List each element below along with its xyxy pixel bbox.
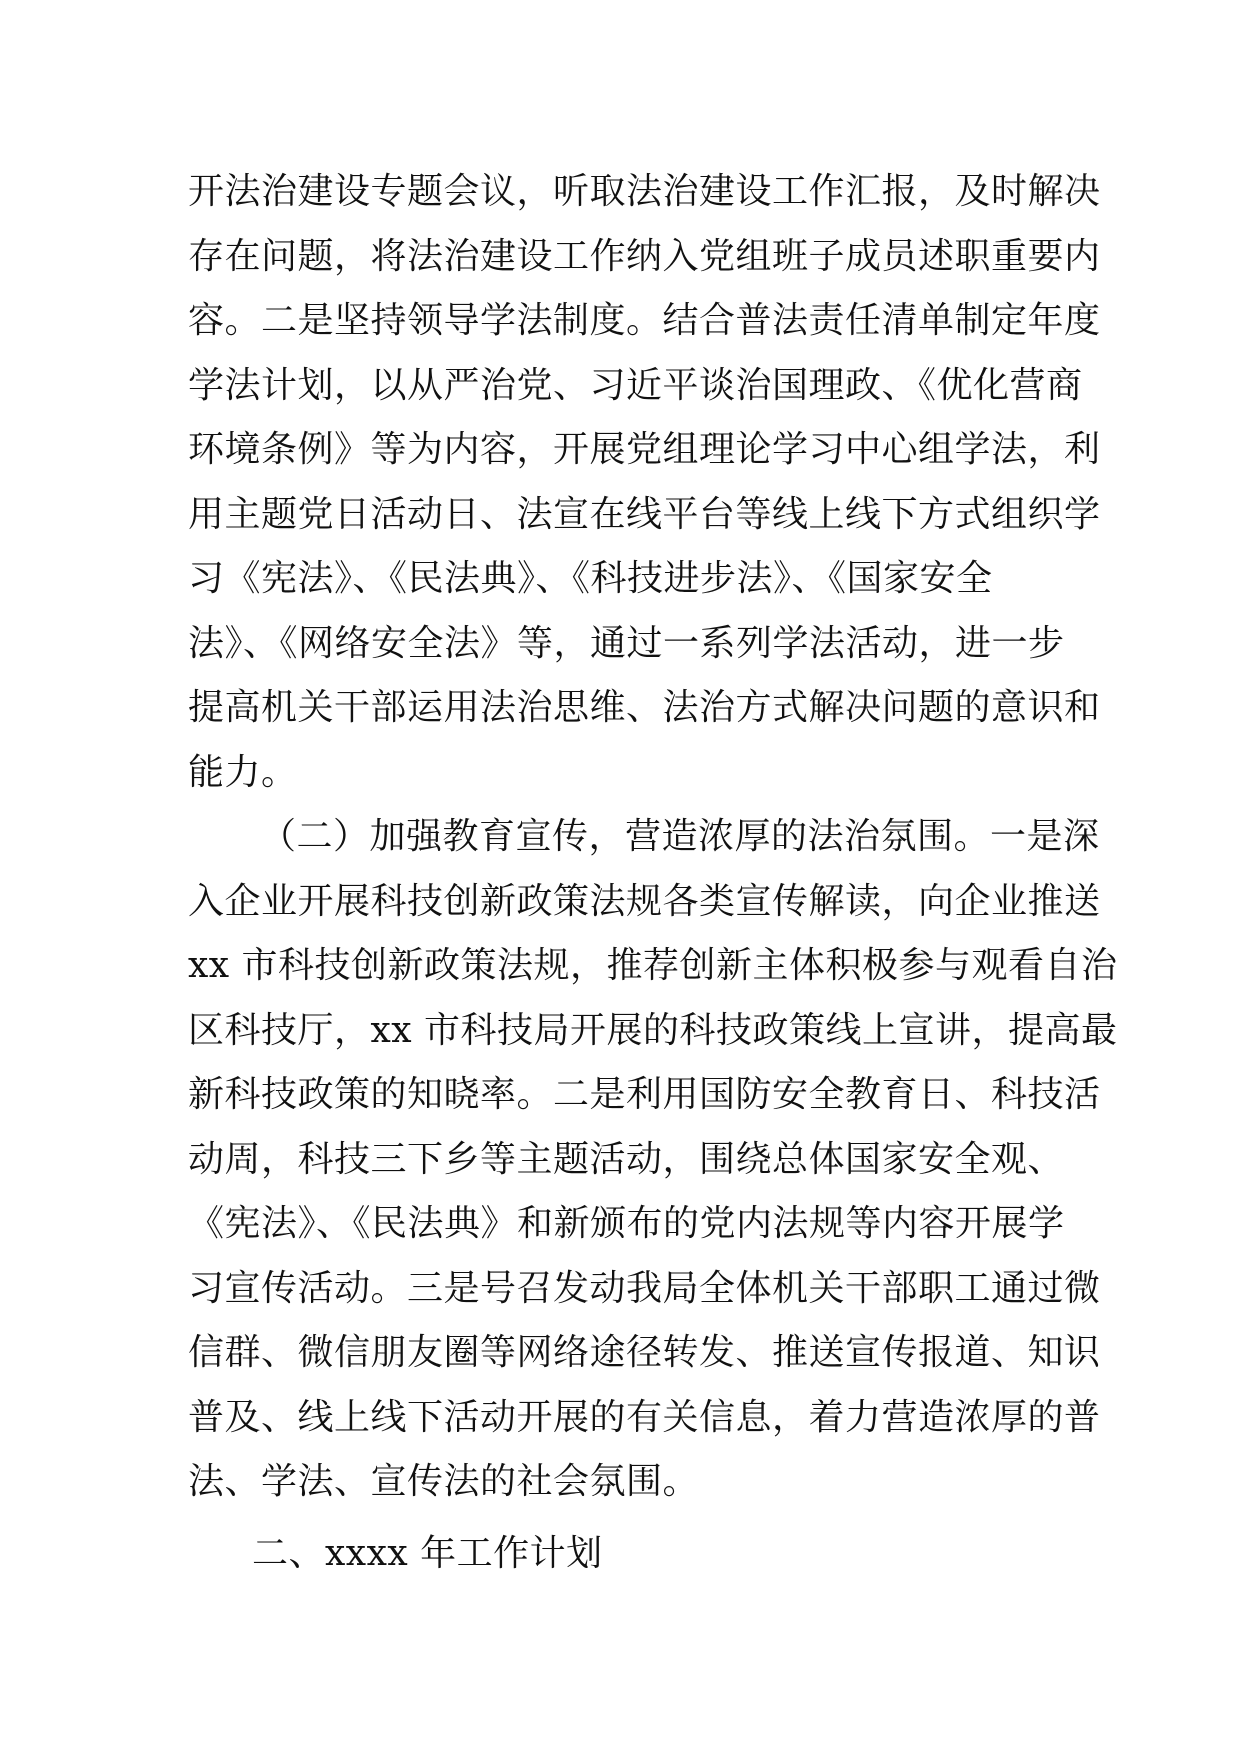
paragraph-line: 区科技厅，xx 市科技局开展的科技政策线上宣讲，提高最 (188, 1009, 1118, 1051)
paragraph-line: 容。二是坚持领导学法制度。结合普法责任清单制定年度 (188, 300, 1101, 341)
paragraph-line: 信群、微信朋友圈等网络途径转发、推送宣传报道、知识 (188, 1332, 1101, 1373)
paragraph-line: 学法计划，以从严治党、习近平谈治国理政、《优化营商 (188, 364, 1083, 406)
paragraph-2 (188, 805, 1118, 1515)
paragraph-line: （二）加强教育宣传，营造浓厚的法治氛围。一是深 (260, 816, 1100, 857)
section-heading: 二、xxxx 年工作计划 (252, 1533, 603, 1574)
paragraph-line: 能力。 (188, 751, 298, 793)
paragraph-line: 法、学法、宣传法的社会氛围。 (188, 1461, 700, 1502)
paragraph-1 (188, 160, 1101, 805)
paragraph-line: 入企业开展科技创新政策法规各类宣传解读，向企业推送 (188, 880, 1101, 922)
paragraph-line: 法》、《网络安全法》等，通过一系列学法活动，进一步 (188, 622, 1065, 664)
paragraph-line: 环境条例》等为内容，开展党组理论学习中心组学法，利 (188, 429, 1101, 470)
paragraph-line: 存在问题，将法治建设工作纳入党组班子成员述职重要内 (188, 235, 1101, 277)
paragraph-line: xx 市科技创新政策法规，推荐创新主体积极参与观看自治 (188, 945, 1118, 986)
paragraph-line: 开法治建设专题会议，听取法治建设工作汇报，及时解决 (188, 171, 1101, 212)
paragraph-line: 动周，科技三下乡等主题活动，围绕总体国家安全观、 (188, 1138, 1065, 1180)
paragraph-line: 习宣传活动。三是号召发动我局全体机关干部职工通过微 (188, 1267, 1101, 1309)
paragraph-line: 普及、线上线下活动开展的有关信息，着力营造浓厚的普 (188, 1396, 1101, 1438)
paragraph-line: 用主题党日活动日、法宣在线平台等线上线下方式组织学 (188, 493, 1101, 535)
paragraph-line: 提高机关干部运用法治思维、法治方式解决问题的意识和 (188, 687, 1101, 728)
paragraph-line: 新科技政策的知晓率。二是利用国防安全教育日、科技活 (188, 1074, 1101, 1115)
paragraph-line: 习《宪法》、《民法典》、《科技进步法》、《国家安全 (188, 558, 993, 599)
paragraph-line: 《宪法》、《民法典》和新颁布的党内法规等内容开展学 (188, 1203, 1065, 1244)
